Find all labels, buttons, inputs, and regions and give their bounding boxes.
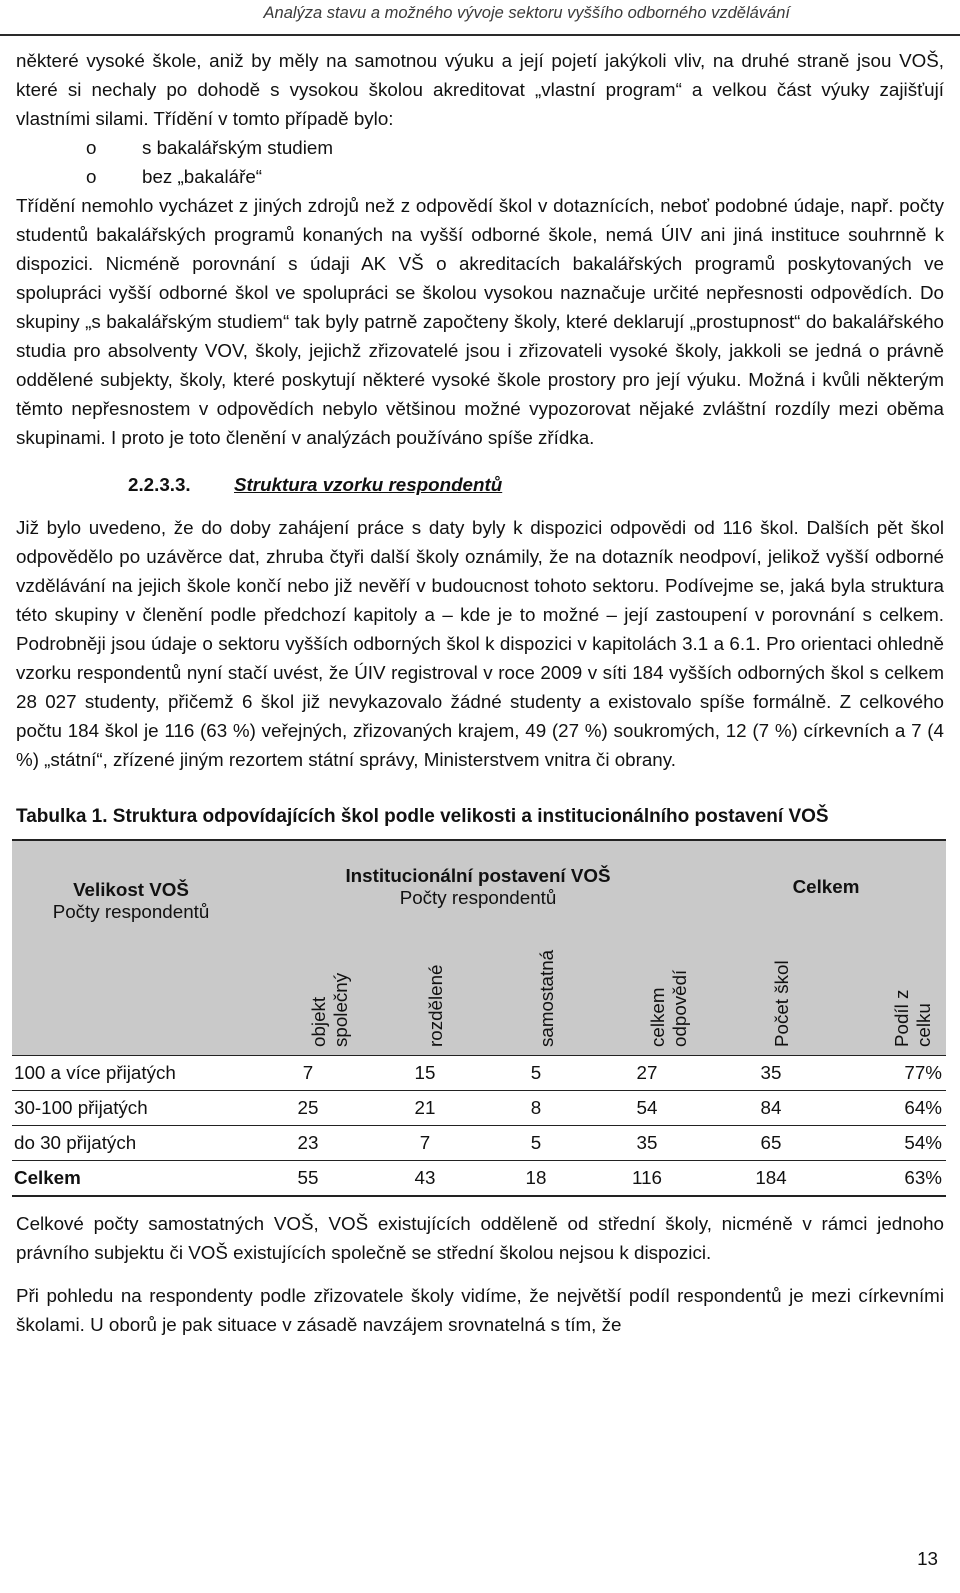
col-objekt-spolecny xyxy=(250,933,366,1056)
row-label: 100 a více přijatých xyxy=(12,1056,250,1091)
cell-rozdelene: 21 xyxy=(366,1091,484,1126)
page-number: 13 xyxy=(917,1548,938,1569)
paragraph-3: Již bylo uvedeno, že do doby zahájení práce s daty byly k dispozici odpovědi od 116 škol. Dalších pět škol odpovědělo po uzávěrce dat, zhruba čtyři další školy oznámily, že na dotazník neodpoví, jelikož vyšší odborné vzdělávání na jejich škole končí nebo již nevěří v budoucnost tohoto sektoru. Podívejme se, jaká byla struktura této skupiny v členění podle předchozí kapitoly a – kde je to možné – její zastoupení v porovnání s celkem. Podrobněji jsou údaje o sektoru vyšších odborných škol k dispozici v kapitolách 3.1 a 6.1. Pro orientaci ohledně vzorku respondentů nyní stačí uvést, že ÚIV registroval v roce 2009 v síti 184 vyšších odborných škol s celkem 28 027 studenty, přičemž 6 škol již nevykazovalo žádné studenty a existovalo spíše formálně. Z celkového počtu 184 škol je 116 (63 %) veřejných, zřizovaných krajem, 49 (27 %) soukromých, 12 (7 %) církevních a 7 (4 %) „státní“, zřízené jiným rezortem státní správy, Ministerstvem vnitra či obrany. xyxy=(16,517,944,770)
cell-objekt: 7 xyxy=(250,1056,366,1091)
col-rozdelene xyxy=(366,933,484,1056)
cell-samostatna: 5 xyxy=(484,1126,588,1161)
cell-objekt: 25 xyxy=(250,1091,366,1126)
cell-pocet: 65 xyxy=(706,1126,836,1161)
paragraph-4: Celkové počty samostatných VOŠ, VOŠ existujících odděleně od střední školy, nicméně v rámci jednoho právního subjektu či VOŠ existujících společně se střední školou nejsou k dispozici. xyxy=(16,1213,944,1263)
cell-podil: 64% xyxy=(836,1091,946,1126)
paragraph-2: Třídění nemohlo vycházet z jiných zdrojů než z odpovědí škol v dotaznících, neboť podobné údaje, např. počty studentů bakalářských programů konaných na vyšší odborné škole, nemá ÚIV ani jiná instituce souhrnně k dispozici. Nicméně porovnání s údaji AK VŠ o akreditacích bakalářských programů poskytovaných ve spolupráci vyšší odborné škol ve spolupráci se školou vysokou naznačuje určité nepřesnosti odpovědích. Do skupiny „s bakalářským studiem“ tak byly patrně započteny školy, které deklarují „prostupnost“ do bakalářského studia pro absolventy VOV, školy, jejichž zřizovatelé jsou i zřizovateli vysoké školy, jakkoli se jedná o právně oddělené subjekty, školy, které poskytují některé vysoké škole prostory pro její výuku. Možná i kvůli některým těmto nepřesnostem v odpovědích nebylo většinou možné vypozorovat nějaké zvláštní rozdíly mezi oběma skupinami. I proto je toto členění v analýzách používáno spíše zřídka. xyxy=(16,195,944,448)
bullet-marker: o xyxy=(86,166,97,187)
row-label: 30-100 přijatých xyxy=(12,1091,250,1126)
cell-objekt: 55 xyxy=(250,1161,366,1197)
col-celkem-odpovedi xyxy=(588,933,706,1056)
bullet-marker: o xyxy=(86,137,97,158)
cell-celkem: 116 xyxy=(588,1161,706,1197)
col-celkem-odpovedi-label: celkem odpovědí xyxy=(647,969,690,1047)
header-total xyxy=(706,840,946,933)
cell-samostatna: 8 xyxy=(484,1091,588,1126)
cell-rozdelene: 15 xyxy=(366,1056,484,1091)
header-size xyxy=(12,840,250,1056)
cell-celkem: 54 xyxy=(588,1091,706,1126)
col-pocet-skol-label: Počet škol xyxy=(771,960,792,1047)
col-objekt-spolecny-label: objekt společný xyxy=(308,972,351,1047)
header-inst-sub: Počty respondentů xyxy=(399,887,557,908)
section-heading xyxy=(128,470,944,499)
section-title: Struktura vzorku respondentů xyxy=(234,474,503,495)
col-podil-z-celku-label: Podíl z celku xyxy=(891,989,934,1047)
col-podil-z-celku xyxy=(836,933,946,1056)
row-label: Celkem xyxy=(12,1161,250,1197)
table-total-row xyxy=(12,1161,946,1197)
cell-celkem: 35 xyxy=(588,1126,706,1161)
bullet-text: bez „bakaláře“ xyxy=(142,166,263,187)
table-row xyxy=(12,1056,946,1091)
bullet-item xyxy=(16,162,944,191)
bullet-text: s bakalářským studiem xyxy=(142,137,334,158)
cell-pocet: 84 xyxy=(706,1091,836,1126)
cell-pocet: 184 xyxy=(706,1161,836,1197)
paragraph-1: některé vysoké škole, aniž by měly na samotnou výuku a její pojetí jakýkoli vliv, na druhé straně jsou VOŠ, které si nechaly po dohodě s vysokou školou akreditovat „vlastní program“ a velkou část výuky zajišťují vlastními silami. Třídění v tomto případě bylo: xyxy=(16,50,944,129)
table-row xyxy=(12,1126,946,1161)
cell-podil: 63% xyxy=(836,1161,946,1197)
bullet-item xyxy=(16,133,944,162)
col-samostatna xyxy=(484,933,588,1056)
section-number: 2.2.3.3. xyxy=(128,474,191,495)
document-body xyxy=(16,46,944,1339)
cell-podil: 77% xyxy=(836,1056,946,1091)
paragraph-5: Při pohledu na respondenty podle zřizovatele školy vidíme, že největší podíl respondentů je mezi církevními školami. U oborů je pak situace v zásadě navzájem srovnatelná s tím, že xyxy=(16,1285,944,1335)
table-row xyxy=(12,1091,946,1126)
table-header-row xyxy=(12,840,946,933)
header-inst-title: Institucionální postavení VOŠ xyxy=(345,865,611,886)
col-samostatna-label: samostatná xyxy=(536,949,557,1047)
cell-rozdelene: 7 xyxy=(366,1126,484,1161)
cell-rozdelene: 43 xyxy=(366,1161,484,1197)
table-caption: Tabulka 1. Struktura odpovídajících škol podle velikosti a institucionálního postavení VOŠ xyxy=(16,806,829,827)
page-header xyxy=(0,0,960,36)
header-size-sub: Počty respondentů xyxy=(52,901,210,922)
cell-celkem: 27 xyxy=(588,1056,706,1091)
cell-samostatna: 5 xyxy=(484,1056,588,1091)
header-size-title: Velikost VOŠ xyxy=(73,879,189,900)
header-institutional xyxy=(250,840,706,933)
header-title: Analýza stavu a možného vývoje sektoru vyššího odborného vzdělávání xyxy=(263,4,790,22)
row-label: do 30 přijatých xyxy=(12,1126,250,1161)
respondents-table xyxy=(12,839,946,1197)
col-pocet-skol xyxy=(706,933,836,1056)
bullet-list xyxy=(16,133,944,191)
col-rozdelene-label: rozdělené xyxy=(425,964,446,1047)
cell-pocet: 35 xyxy=(706,1056,836,1091)
cell-podil: 54% xyxy=(836,1126,946,1161)
cell-samostatna: 18 xyxy=(484,1161,588,1197)
header-total-title: Celkem xyxy=(792,876,860,897)
cell-objekt: 23 xyxy=(250,1126,366,1161)
